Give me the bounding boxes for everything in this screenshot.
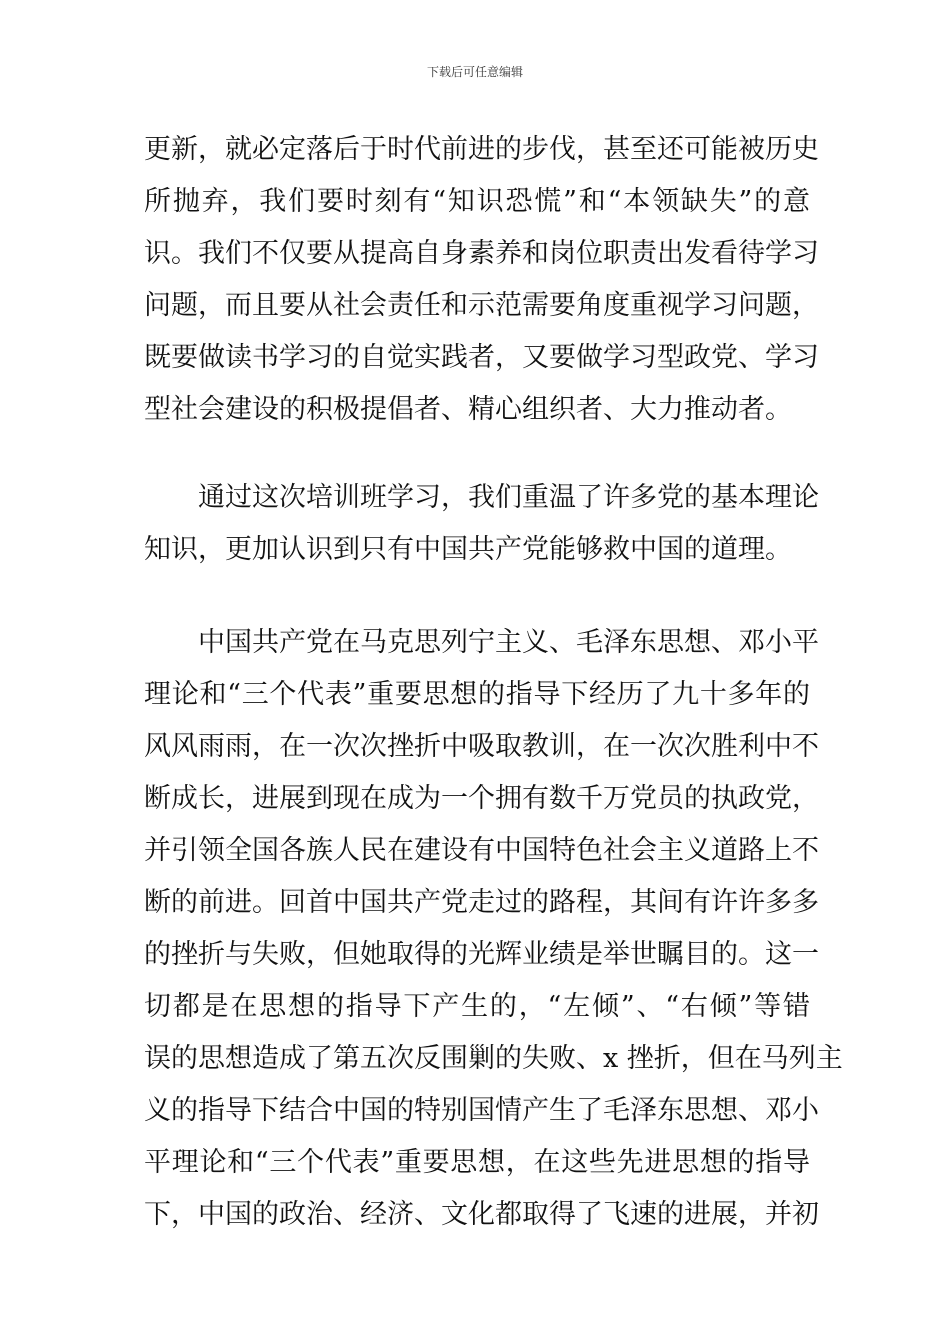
text-line: 义的指导下结合中国的特别国情产生了毛泽东思想、邓小 — [144, 1095, 819, 1126]
text-line: 断成长，进展到现在成为一个拥有数千万党员的执政党， — [144, 783, 819, 814]
text-line: 所抛弃，我们要时刻有“知识恐慌”和“本领缺失”的意 — [144, 186, 810, 217]
text-line: 既要做读书学习的自觉实践者，又要做学习型政党、学习 — [144, 342, 819, 373]
paragraph-2 — [144, 472, 819, 576]
text-line: 切都是在思想的指导下产生的，“左倾”、“右倾”等错 — [144, 991, 810, 1022]
text-line: 误的思想造成了第五次反围剿的失败、x 挫折，但在马列主 — [144, 1043, 843, 1074]
paragraph-1 — [144, 124, 819, 436]
text-line: 风风雨雨，在一次次挫折中吸取教训，在一次次胜利中不 — [144, 731, 819, 762]
text-line: 理论和“三个代表”重要思想的指导下经历了九十多年的 — [144, 679, 810, 710]
text-line: 平理论和“三个代表”重要思想，在这些先进思想的指导 — [144, 1147, 810, 1178]
paragraph-3 — [144, 617, 843, 1241]
text-line: 识。我们不仅要从提高自身素养和岗位职责出发看待学习 — [144, 238, 819, 269]
page-header: 下载后可任意编辑 — [426, 65, 523, 79]
text-line: 中国共产党在马克思列宁主义、毛泽东思想、邓小平 — [198, 627, 819, 658]
text-line: 型社会建设的积极提倡者、精心组织者、大力推动者。 — [144, 394, 792, 425]
text-line: 断的前进。回首中国共产党走过的路程，其间有许许多多 — [144, 887, 819, 918]
text-line: 的挫折与失败，但她取得的光辉业绩是举世瞩目的。这一 — [144, 939, 819, 970]
text-line: 问题，而且要从社会责任和示范需要角度重视学习问题， — [144, 290, 819, 321]
text-line: 知识，更加认识到只有中国共产党能够救中国的道理。 — [144, 534, 792, 565]
text-line: 通过这次培训班学习，我们重温了许多党的基本理论 — [198, 482, 819, 513]
text-line: 并引领全国各族人民在建设有中国特色社会主义道路上不 — [144, 835, 819, 866]
text-line: 更新，就必定落后于时代前进的步伐，甚至还可能被历史 — [144, 134, 819, 165]
text-line: 下，中国的政治、经济、文化都取得了飞速的进展，并初 — [144, 1199, 819, 1230]
